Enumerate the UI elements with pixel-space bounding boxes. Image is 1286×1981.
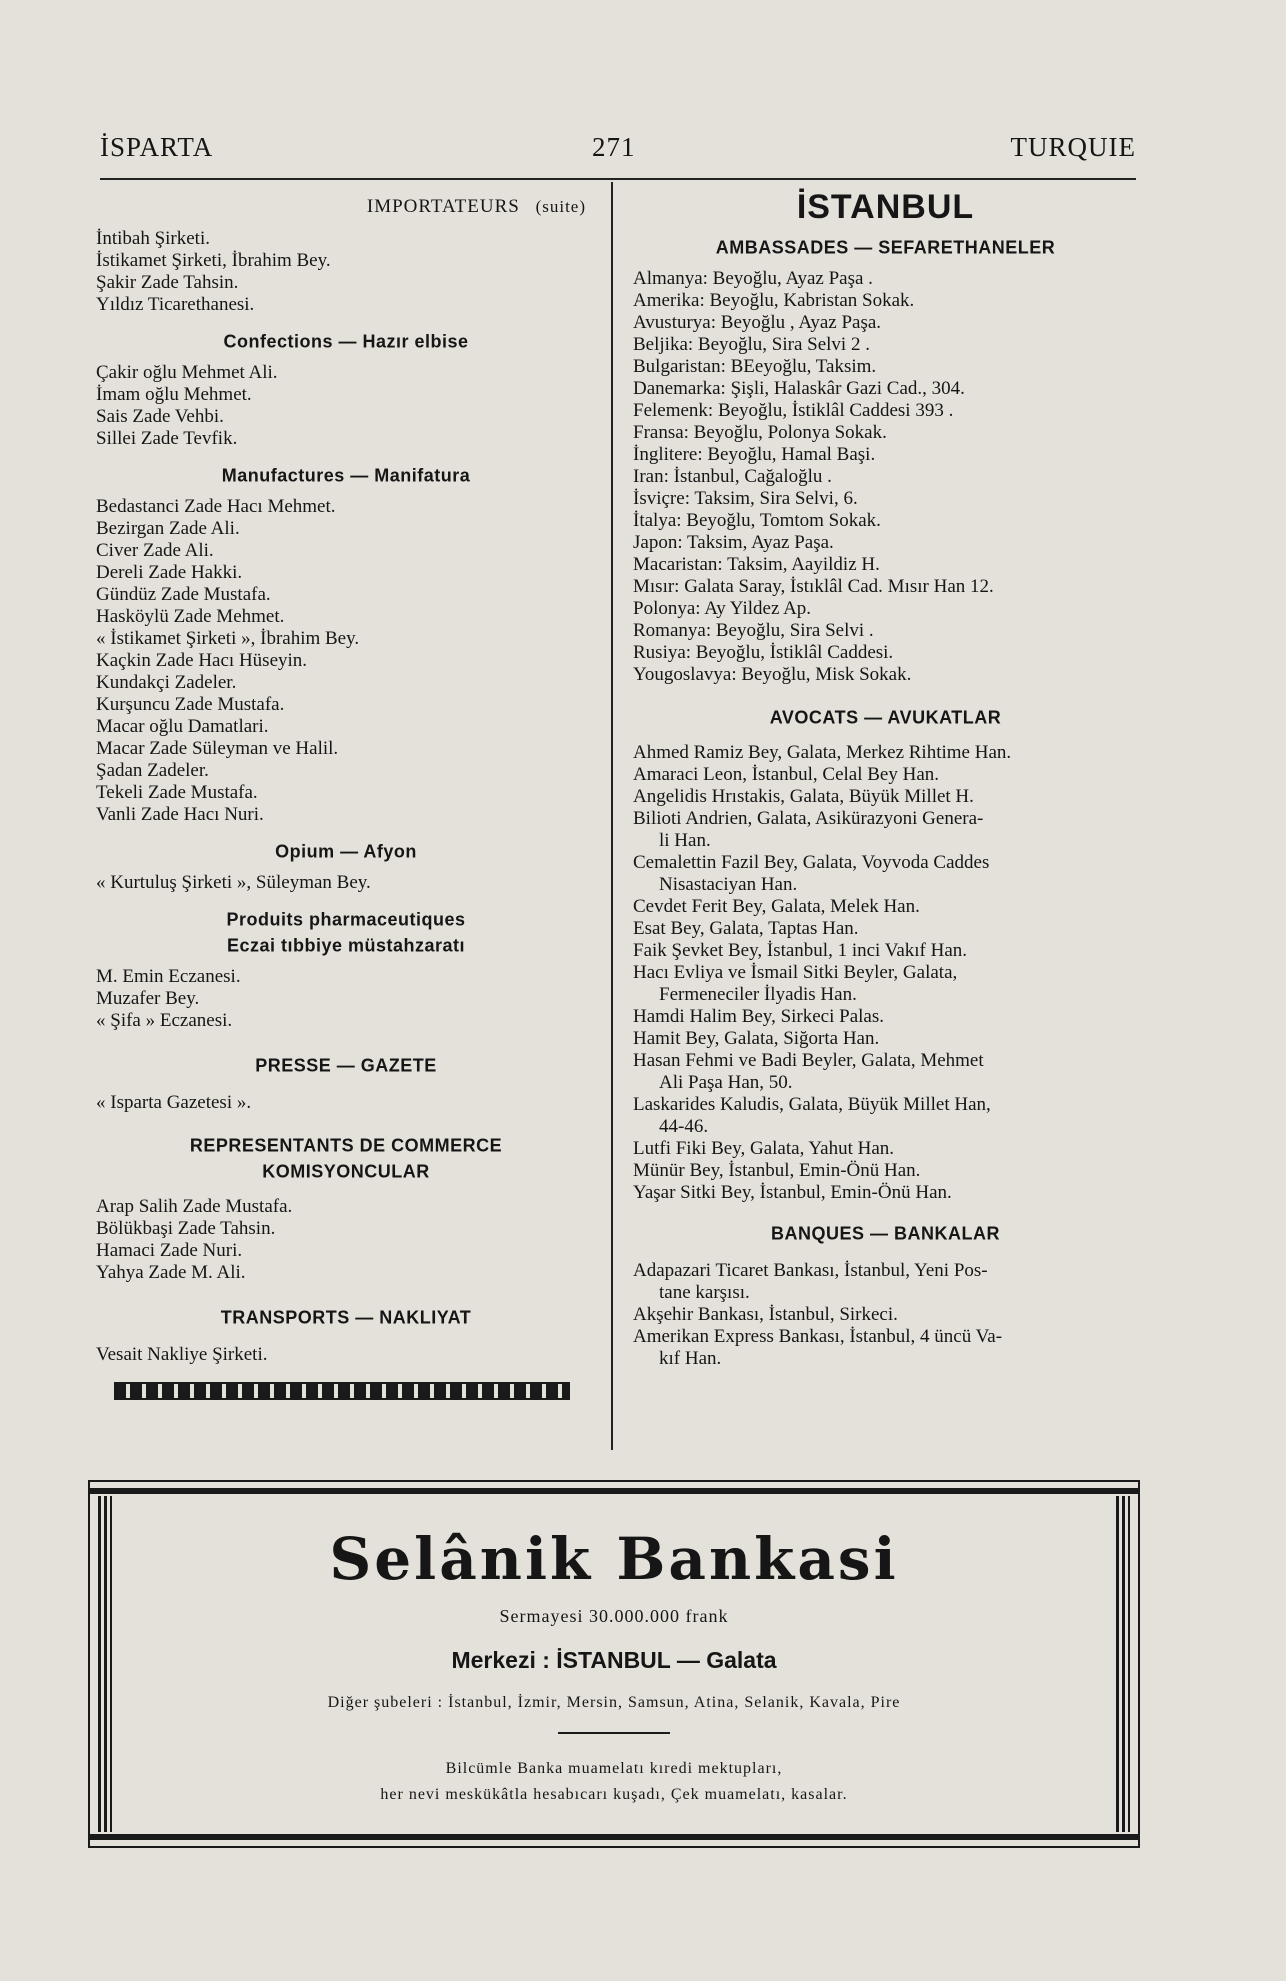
list-entry: Vesait Nakliye Şirketi.	[96, 1344, 268, 1365]
avocats-heading: AVOCATS — AVUKATLAR	[769, 706, 1002, 728]
list-entry	[633, 1006, 1138, 1028]
entry-line: İnglitere: Beyoğlu, Hamal Başi.	[633, 444, 876, 465]
running-header	[100, 132, 1136, 176]
list-entry	[633, 1160, 1138, 1182]
bank-services-line-2: her nevi meskükâtla hesabıcarı kuşadı, Çek muamelatı, kasalar.	[380, 1786, 848, 1803]
entry-line: Polonya: Ay Yildez Ap.	[633, 598, 812, 619]
list-entry: « İstikamet Şirketi », İbrahim Bey.	[96, 628, 360, 649]
ambassades-list	[633, 268, 1138, 686]
list-entry	[633, 312, 1138, 334]
list-entry: Arap Salih Zade Mustafa.	[96, 1196, 293, 1217]
manufactures-heading: Manufactures — Manifatura	[221, 464, 471, 486]
ad-border-top	[90, 1488, 1138, 1494]
list-entry	[633, 554, 1138, 576]
list-entry	[633, 1326, 1138, 1370]
ad-border-left	[98, 1496, 112, 1832]
list-entry	[633, 620, 1138, 642]
header-left: İSPARTA	[100, 132, 214, 162]
entry-line: Amaraci Leon, İstanbul, Celal Bey Han.	[633, 764, 940, 785]
entry-line: Hasan Fehmi ve Badi Beyler, Galata, Mehmet	[633, 1050, 984, 1071]
entry-line: Yougoslavya: Beyoğlu, Misk Sokak.	[633, 664, 912, 685]
entry-line: Laskarides Kaludis, Galata, Büyük Millet Han,	[633, 1094, 991, 1115]
list-entry: Şakir Zade Tahsin.	[96, 272, 239, 293]
bank-branches: Diğer şubeleri : İstanbul, İzmir, Mersin, Samsun, Atina, Selanik, Kavala, Pire	[327, 1694, 901, 1711]
list-entry	[633, 576, 1138, 598]
list-entry: « Şifa » Eczanesi.	[96, 1010, 233, 1031]
entry-line: Ahmed Ramiz Bey, Galata, Merkez Rihtime Han.	[633, 742, 1012, 763]
banques-heading: BANQUES — BANKALAR	[771, 1222, 1000, 1244]
list-entry	[633, 356, 1138, 378]
list-entry	[633, 290, 1138, 312]
list-entry	[633, 642, 1138, 664]
entry-continuation: li Han.	[659, 830, 711, 851]
list-entry	[633, 764, 1138, 786]
entry-continuation: tane karşısı.	[659, 1282, 750, 1303]
list-entry: « Kurtuluş Şirketi », Süleyman Bey.	[96, 872, 371, 893]
entry-line: Yaşar Sitki Bey, İstanbul, Emin-Önü Han.	[633, 1182, 952, 1203]
list-entry	[633, 808, 1138, 852]
list-entry: Kurşuncu Zade Mustafa.	[96, 694, 285, 715]
list-entry: Şadan Zadeler.	[96, 760, 209, 781]
list-entry: Macar Zade Süleyman ve Halil.	[96, 738, 339, 759]
list-entry	[633, 852, 1138, 896]
entry-line: Rusiya: Beyoğlu, İstiklâl Caddesi.	[633, 642, 894, 663]
entry-line: Adapazari Ticaret Bankası, İstanbul, Yeni Pos-	[633, 1260, 988, 1281]
entry-line: İtalya: Beyoğlu, Tomtom Sokak.	[633, 510, 881, 531]
list-entry	[633, 466, 1138, 488]
list-entry: Kaçkin Zade Hacı Hüseyin.	[96, 650, 308, 671]
list-entry	[633, 742, 1138, 764]
list-entry: Kundakçi Zadeler.	[96, 672, 237, 693]
entry-line: Danemarka: Şişli, Halaskâr Gazi Cad., 304.	[633, 378, 965, 399]
list-entry: « Isparta Gazetesi ».	[96, 1092, 252, 1113]
list-entry	[633, 444, 1138, 466]
entry-line: Faik Şevket Bey, İstanbul, 1 inci Vakıf Han.	[633, 940, 968, 961]
transports-list	[96, 1344, 596, 1366]
entry-line: Esat Bey, Galata, Taptas Han.	[633, 918, 859, 939]
list-entry: M. Emin Eczanesi.	[96, 966, 241, 987]
list-entry: İntibah Şirketi.	[96, 228, 210, 249]
list-entry	[633, 896, 1138, 918]
list-entry: Macar oğlu Damatlari.	[96, 716, 269, 737]
list-entry	[633, 918, 1138, 940]
entry-line: İsviçre: Taksim, Sira Selvi, 6.	[633, 488, 858, 509]
header-rule	[100, 178, 1136, 180]
bank-services	[130, 1756, 1098, 1808]
importateurs-title: IMPORTATEURS	[366, 196, 520, 217]
entry-continuation: 44-46.	[659, 1116, 709, 1137]
list-entry	[633, 598, 1138, 620]
pharma-heading-tr: Eczai tıbbiye müstahzaratı	[226, 934, 466, 956]
importateurs-heading	[96, 196, 596, 218]
entry-line: Romanya: Beyoğlu, Sira Selvi .	[633, 620, 874, 641]
entry-line: Cevdet Ferit Bey, Galata, Melek Han.	[633, 896, 920, 917]
list-entry	[633, 532, 1138, 554]
entry-line: Lutfi Fiki Bey, Galata, Yahut Han.	[633, 1138, 895, 1159]
entry-line: Mısır: Galata Saray, İstıklâl Cad. Mısır Han 12.	[633, 576, 994, 597]
list-entry	[633, 664, 1138, 686]
list-entry: Yahya Zade M. Ali.	[96, 1262, 246, 1283]
list-entry	[633, 940, 1138, 962]
column-divider	[611, 182, 613, 1450]
representants-heading-tr: KOMISYONCULAR	[262, 1160, 430, 1182]
manufactures-list	[96, 496, 596, 826]
bank-name: Selânik Bankasi	[329, 1525, 899, 1593]
presse-heading: PRESSE — GAZETE	[255, 1054, 437, 1076]
confections-list	[96, 362, 596, 450]
list-entry: Yıldız Ticarethanesi.	[96, 294, 255, 315]
list-entry: Gündüz Zade Mustafa.	[96, 584, 271, 605]
header-right: TURQUIE	[1010, 132, 1136, 162]
list-entry	[633, 510, 1138, 532]
entry-line: Hacı Evliya ve İsmail Sitki Beyler, Galata,	[633, 962, 958, 983]
entry-continuation: kıf Han.	[659, 1348, 722, 1369]
list-entry	[633, 1182, 1138, 1204]
list-entry: Dereli Zade Hakki.	[96, 562, 243, 583]
bank-services-line-1: Bilcümle Banka muamelatı kıredi mektupları,	[445, 1760, 783, 1777]
entry-line: Fransa: Beyoğlu, Polonya Sokak.	[633, 422, 887, 443]
list-entry	[633, 1050, 1138, 1094]
entry-line: Japon: Taksim, Ayaz Paşa.	[633, 532, 834, 553]
list-entry: Muzafer Bey.	[96, 988, 200, 1009]
list-entry	[633, 1094, 1138, 1138]
list-entry: Vanli Zade Hacı Nuri.	[96, 804, 264, 825]
entry-line: Felemenk: Beyoğlu, İstiklâl Caddesi 393 .	[633, 400, 954, 421]
entry-line: Beljika: Beyoğlu, Sira Selvi 2 .	[633, 334, 870, 355]
ad-content	[130, 1506, 1098, 1822]
entry-line: Almanya: Beyoğlu, Ayaz Paşa .	[633, 268, 873, 289]
entry-line: Amerikan Express Bankası, İstanbul, 4 üncü Va-	[633, 1326, 1003, 1347]
list-entry: Civer Zade Ali.	[96, 540, 214, 561]
entry-line: Amerika: Beyoğlu, Kabristan Sokak.	[633, 290, 915, 311]
list-entry	[633, 962, 1138, 1006]
list-entry	[633, 1028, 1138, 1050]
entry-line: Akşehir Bankası, İstanbul, Sirkeci.	[633, 1304, 898, 1325]
bank-advertisement	[88, 1480, 1140, 1848]
entry-line: Hamit Bey, Galata, Siğorta Han.	[633, 1028, 880, 1049]
list-entry: Bedastanci Zade Hacı Mehmet.	[96, 496, 336, 517]
list-entry	[633, 334, 1138, 356]
ad-divider	[558, 1732, 670, 1734]
list-entry: Tekeli Zade Mustafa.	[96, 782, 258, 803]
presse-list	[96, 1092, 596, 1114]
list-entry	[633, 400, 1138, 422]
city-title: İSTANBUL	[796, 188, 975, 226]
opium-list	[96, 872, 596, 894]
avocats-list	[633, 742, 1138, 1204]
confections-heading: Confections — Hazır elbise	[223, 330, 469, 352]
ornament-border	[114, 1382, 570, 1400]
entry-line: Bilioti Andrien, Galata, Asikürazyoni Genera-	[633, 808, 984, 829]
representants-heading: REPRESENTANTS DE COMMERCE	[189, 1134, 503, 1156]
list-entry	[633, 1260, 1138, 1304]
list-entry: Bezirgan Zade Ali.	[96, 518, 240, 539]
bank-capital: Sermayesi 30.000.000 frank	[499, 1606, 729, 1626]
importateurs-list	[96, 228, 596, 316]
entry-line: Iran: İstanbul, Cağaloğlu .	[633, 466, 832, 487]
entry-line: Bulgaristan: BEeyoğlu, Taksim.	[633, 356, 877, 377]
ambassades-heading: AMBASSADES — SEFARETHANELER	[715, 236, 1056, 258]
page-number: 271	[592, 132, 636, 162]
list-entry: Çakir oğlu Mehmet Ali.	[96, 362, 278, 383]
entry-line: Cemalettin Fazil Bey, Galata, Voyvoda Caddes	[633, 852, 990, 873]
ad-border-bottom	[90, 1834, 1138, 1840]
list-entry: İmam oğlu Mehmet.	[96, 384, 252, 405]
entry-continuation: Fermeneciler İlyadis Han.	[659, 984, 857, 1005]
banques-list	[633, 1260, 1138, 1370]
entry-continuation: Nisastaciyan Han.	[659, 874, 798, 895]
list-entry	[633, 378, 1138, 400]
list-entry: Hamaci Zade Nuri.	[96, 1240, 243, 1261]
representants-list	[96, 1196, 596, 1284]
entry-line: Münür Bey, İstanbul, Emin-Önü Han.	[633, 1160, 921, 1181]
list-entry: Hasköylü Zade Mehmet.	[96, 606, 285, 627]
pharma-list	[96, 966, 596, 1032]
list-entry	[633, 268, 1138, 290]
list-entry: İstikamet Şirketi, İbrahim Bey.	[96, 250, 331, 271]
entry-line: Macaristan: Taksim, Aayildiz H.	[633, 554, 880, 575]
bank-headquarters: Merkezi : İSTANBUL — Galata	[451, 1647, 777, 1673]
list-entry	[633, 1304, 1138, 1326]
ad-border-right	[1116, 1496, 1130, 1832]
entry-continuation: Ali Paşa Han, 50.	[659, 1072, 793, 1093]
list-entry	[633, 488, 1138, 510]
pharma-heading: Produits pharmaceutiques	[226, 908, 466, 930]
entry-line: Angelidis Hrıstakis, Galata, Büyük Millet H.	[633, 786, 974, 807]
entry-line: Hamdi Halim Bey, Sirkeci Palas.	[633, 1006, 884, 1027]
list-entry: Bölükbaşi Zade Tahsin.	[96, 1218, 276, 1239]
transports-heading: TRANSPORTS — NAKLIYAT	[220, 1306, 472, 1328]
list-entry	[633, 422, 1138, 444]
list-entry: Sais Zade Vehbi.	[96, 406, 224, 427]
right-column	[633, 188, 1138, 1370]
list-entry	[633, 786, 1138, 808]
left-column	[96, 196, 596, 1400]
importateurs-suffix: (suite)	[535, 197, 586, 216]
list-entry	[633, 1138, 1138, 1160]
opium-heading: Opium — Afyon	[275, 840, 417, 862]
entry-line: Avusturya: Beyoğlu , Ayaz Paşa.	[633, 312, 882, 333]
list-entry: Sillei Zade Tevfik.	[96, 428, 238, 449]
